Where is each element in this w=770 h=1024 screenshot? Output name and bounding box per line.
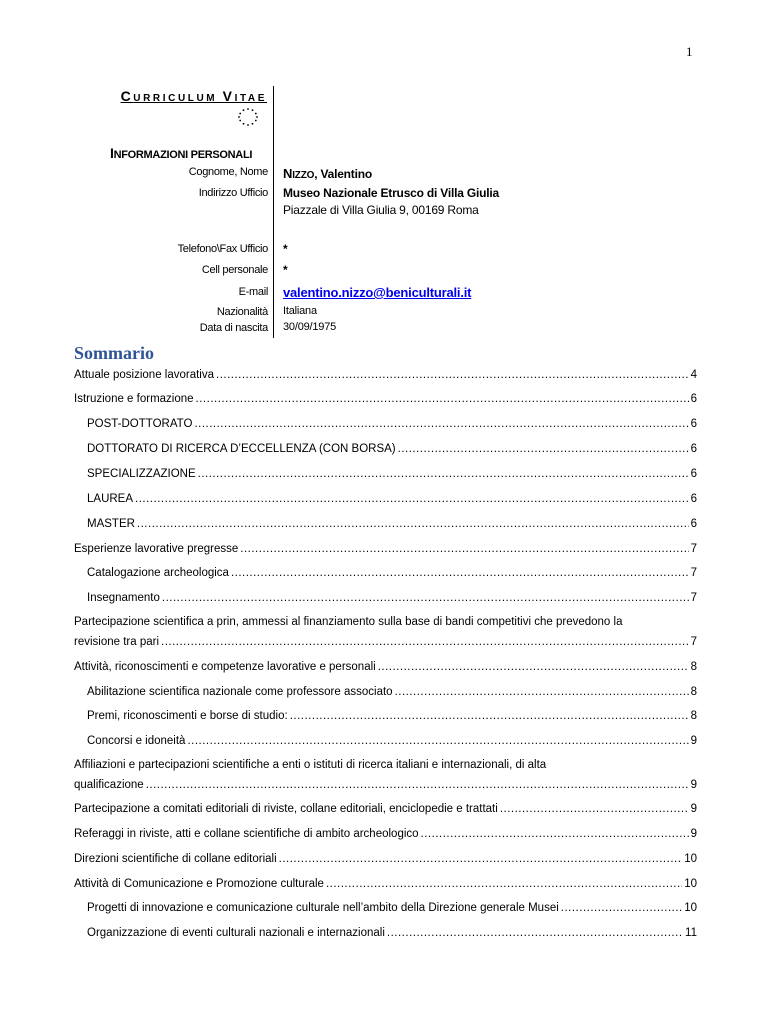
value-mobile: * (283, 263, 288, 277)
label-name: Cognome, Nome (188, 166, 268, 178)
toc-entry[interactable]: Concorsi e idoneità ..... 9 (87, 735, 697, 747)
toc-entry[interactable]: MASTER ..... 6 (87, 518, 697, 530)
toc-entry[interactable]: qualificazione ..... 9 (74, 779, 697, 791)
value-name: NIZZO, Valentino (283, 166, 372, 181)
value-phone: * (283, 242, 288, 256)
toc-entry[interactable]: LAUREA ..... 6 (87, 493, 697, 505)
value-nationality: Italiana (283, 305, 317, 317)
value-office-address: Piazzale di Villa Giulia 9, 00169 Roma (283, 203, 479, 217)
label-birthdate: Data di nascita (199, 322, 268, 334)
cv-title: CURRICULUM VITAE (120, 88, 267, 104)
toc-entry[interactable]: Catalogazione archeologica ..... 7 (87, 567, 697, 579)
header-divider (273, 86, 274, 338)
toc-entry-line1[interactable]: Partecipazione scientifica a prin, ammessi al finanziamento sulla base di bandi competitivi che prevedono la (74, 616, 623, 628)
toc-entry[interactable]: revisione tra pari ..... 7 (74, 636, 697, 648)
label-phone: Telefono\Fax Ufficio (177, 243, 268, 255)
toc-entry[interactable]: Abilitazione scientifica nazionale come professore associato ..... 8 (87, 686, 697, 698)
toc-entry[interactable]: Attuale posizione lavorativa ..... 4 (74, 369, 697, 381)
toc-title: Sommario (74, 343, 154, 363)
value-birthdate: 30/09/1975 (283, 321, 337, 333)
value-office-name: Museo Nazionale Etrusco di Villa Giulia (283, 186, 500, 200)
toc-entry[interactable]: SPECIALIZZAZIONE ..... 6 (87, 468, 697, 480)
toc-entry[interactable]: Premi, riconoscimenti e borse di studio: ..... 8 (87, 710, 697, 722)
toc-entry[interactable]: Istruzione e formazione ..... 6 (74, 393, 697, 405)
label-mobile: Cell personale (201, 264, 268, 276)
toc-entry[interactable]: Progetti di innovazione e comunicazione culturale nell’ambito della Direzione generale Musei ..... 10 (87, 902, 697, 914)
toc-entry[interactable]: DOTTORATO DI RICERCA D’ECCELLENZA (CON BORSA) ..... 6 (87, 443, 697, 455)
label-office-address: Indirizzo Ufficio (198, 187, 268, 199)
toc-entry[interactable]: POST-DOTTORATO ..... 6 (87, 418, 697, 430)
email-link[interactable]: valentino.nizzo@beniculturali.it (283, 285, 472, 300)
label-nationality: Nazionalità (216, 306, 268, 318)
label-email: E-mail (238, 286, 268, 298)
toc-entry[interactable]: Partecipazione a comitati editoriali di riviste, collane editoriali, enciclopedie e trattati ..... 9 (74, 803, 697, 815)
toc-entry[interactable]: Esperienze lavorative pregresse ..... 7 (74, 543, 697, 555)
personal-info-heading: INFORMAZIONI PERSONALI (110, 145, 253, 161)
page-number: 1 (686, 44, 693, 59)
toc-entry[interactable]: Referaggi in riviste, atti e collane scientifiche di ambito archeologico ..... 9 (74, 828, 697, 840)
toc-entry[interactable]: Insegnamento ..... 7 (87, 592, 697, 604)
toc-entry[interactable]: Attività, riconoscimenti e competenze lavorative e personali ..... 8 (74, 661, 697, 673)
toc-entry[interactable]: Organizzazione di eventi culturali nazionali e internazionali ..... 11 (87, 927, 697, 939)
toc-entry[interactable]: Attività di Comunicazione e Promozione culturale ..... 10 (74, 878, 697, 890)
toc-entry[interactable]: Direzioni scientifiche di collane editoriali ..... 10 (74, 853, 697, 865)
toc-entry-line1[interactable]: Affiliazioni e partecipazioni scientifiche a enti o istituti di ricerca italiani e internazionali, di alta (74, 759, 547, 771)
eu-stars-icon (236, 107, 260, 127)
cv-header (80, 86, 270, 336)
